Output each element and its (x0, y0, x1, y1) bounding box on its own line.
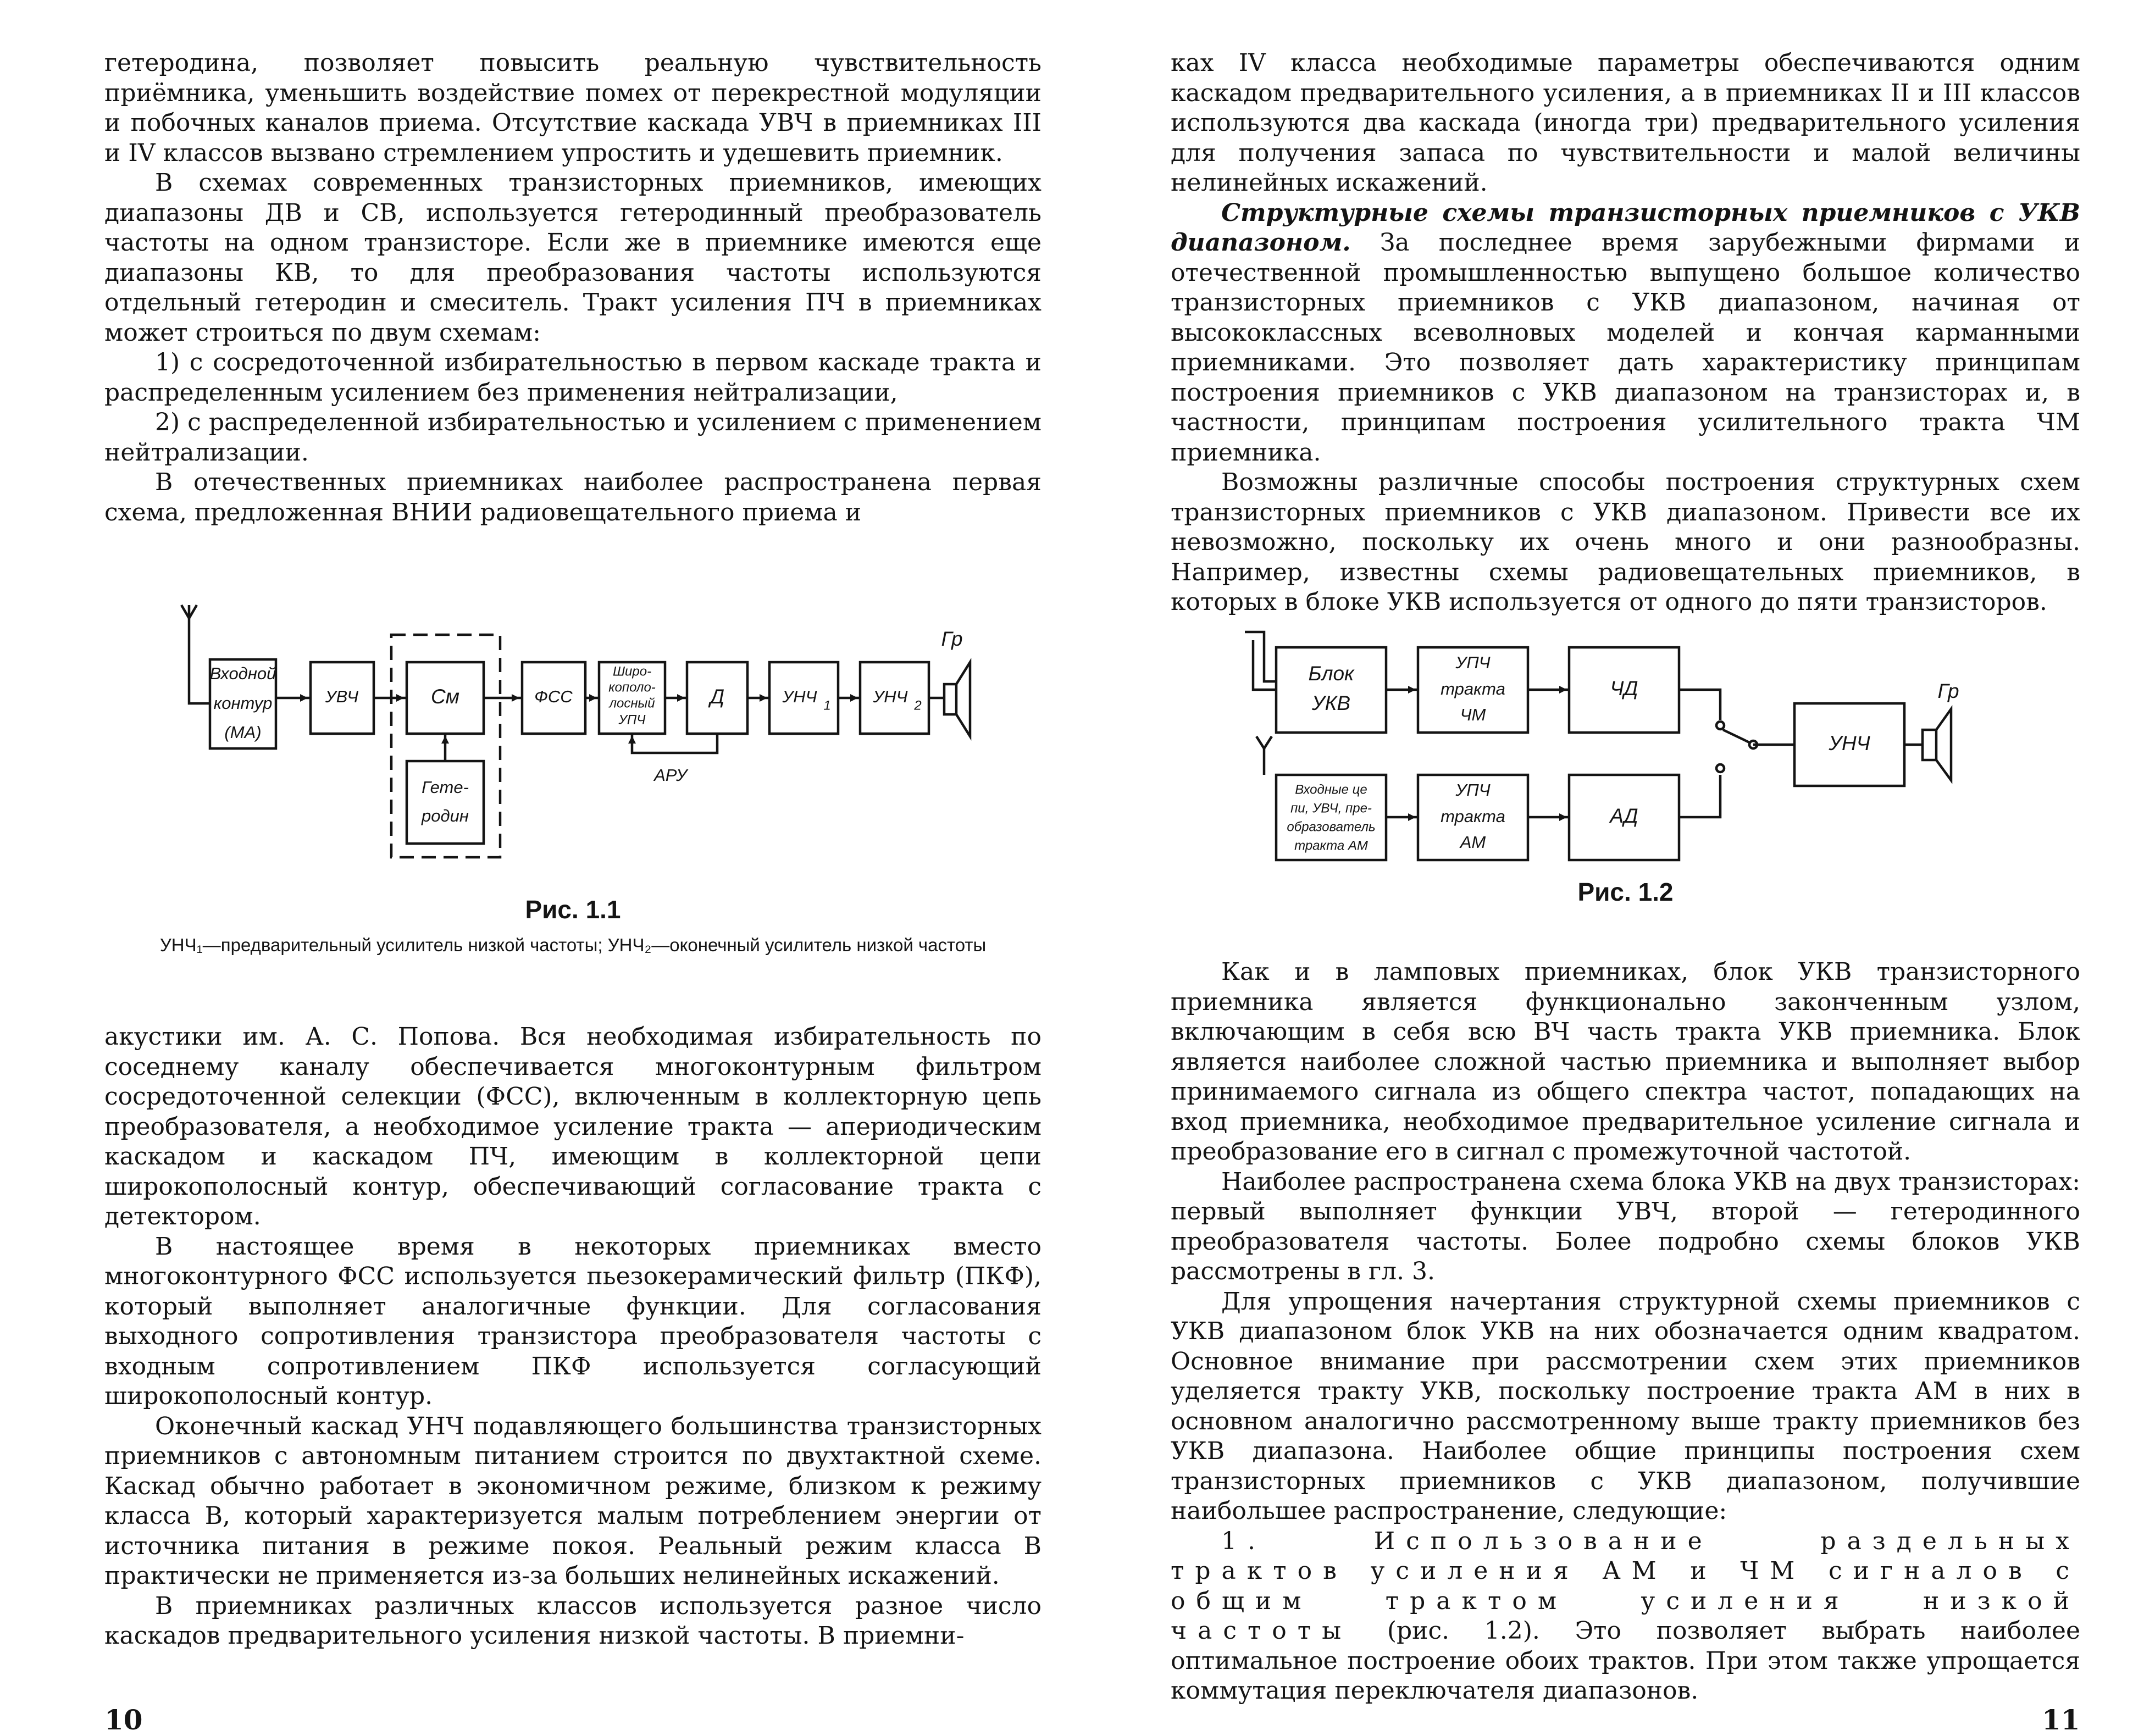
paragraph: Возможны различные способы построения структурных схем транзисторных приемников с УКВ диапазоном. Привести все их невозможно, поскольку их очень много и они разнообразны. Например, известны схемы радиовещательных приемников, в которых в блоке УКВ используется от одного до пяти транзисторов. (1171, 468, 2080, 616)
block-label: Входные це (1295, 782, 1367, 797)
block-label: Гр (1937, 679, 1959, 702)
block-label: образователь (1287, 819, 1376, 835)
paragraph-text: За последнее время зарубежными фирмами и отечественной промышленностью выпущено большое количество транзисторных приемников с УКВ диапазоном, начиная от высококлассных всеволновых моделей и кончая карманными приемниками. Это позволяет дать характеристику принципам построения приемников с УКВ диапазоном на транзисторах и, в частности, принципам построения усилительного тракта ЧМ приемника. (1171, 229, 2080, 467)
block-label: 1 (823, 698, 831, 713)
paragraph: Как и в ламповых приемниках, блок УКВ транзисторного приемника является функционально законченным узлом, включающим в себя всю ВЧ часть тракта УКВ приемника. Блок является наиболее сложной частью приемника и выполняет выбор принимаемого сигнала из общего спектра частот, попадающих на вход приемника, необходимое предварительное усиление сигнала и преобразование его в сигнал с промежуточной частотой. (1171, 958, 2080, 1166)
speaker-icon (944, 684, 956, 714)
block-label: Входной (209, 664, 276, 684)
block-label: тракта (1441, 807, 1505, 827)
block-label: ЧД (1610, 676, 1638, 700)
block-label: ФСС (534, 687, 573, 707)
figure-1-caption: УНЧ₁—предварительный усилитель низкой частоты; УНЧ₂—оконечный усилитель низкой частоты (159, 935, 987, 955)
ukv-block (1276, 647, 1386, 733)
paragraph: Для упрощения начертания структурной схемы приемников с УКВ диапазоном блок УКВ на них обозначается одним квадратом. Основное внимание при рассмотрении схем этих приемников уделяется тракту УКВ, поскольку построение тракта АМ в них в основном аналогично рассмотренному выше тракту приемников без УКВ диапазона. Наиболее общие принципы построения схем транзисторных приемников с УКВ диапазоном, получившие наибольшее распространение, следующие: (1171, 1287, 2080, 1525)
block-label: УНЧ (1829, 731, 1870, 755)
block-label: АРУ (654, 766, 687, 785)
figure-2-title: Рис. 1.2 (1577, 878, 1674, 906)
right-bottom-text (1171, 957, 2080, 1706)
right-top-text (1171, 48, 2080, 618)
paragraph: ках IV класса необходимые параметры обеспечиваются одним каскадом предварительного усиления, а в приемниках II и III классов используются два каскада (иногда три) предварительного усиления для получения запаса по чувствительности и малой величины нелинейных искажений. (1171, 49, 2080, 197)
block-label: УПЧ (1455, 780, 1491, 800)
block-label: АД (1610, 804, 1638, 827)
figure-1-title: Рис. 1.1 (525, 895, 621, 924)
antenna-icon (181, 605, 197, 618)
block-label: родин (422, 806, 469, 826)
block-label: УВЧ (325, 687, 359, 707)
heterodyne-block (407, 761, 484, 844)
list-item: 1) с сосредоточенной избирательностью в первом каскаде тракта и распределенным усилением без применения нейтрализации, (104, 348, 1042, 407)
block-label: Блок (1308, 662, 1354, 685)
list-item-text: (рис. 1.2). Это позволяет выбрать наиболее оптимальное построение обоих трактов. При этом также упрощается коммутация переключателя диапазонов. (1171, 1617, 2080, 1705)
list-item-emphasis: 1. Использование раздельных трактов усиления АМ и ЧМ сигналов с общим трактом усиления низкой частоты (1171, 1527, 2080, 1645)
left-bottom-text (104, 1022, 1042, 1651)
block-label: Гр (941, 627, 963, 650)
block-label: пи, УВЧ, пре- (1290, 801, 1372, 816)
paragraph: Оконечный каскад УНЧ подавляющего большинства транзисторных приемников с автономным питанием строится по двухтактной схеме. Каскад обычно работает в экономичном режиме, близком к режиму класса В, который характеризуется малым потреблением энергии от источника питания в режиме покоя. Реальный режим класса В практически не применяется из-за больших нелинейных искажений. (104, 1412, 1042, 1590)
block-label: 2 (914, 698, 922, 713)
block-label: тракта АМ (1294, 838, 1368, 853)
block-label: Широ- (612, 664, 652, 679)
block-label: контур (213, 694, 273, 713)
block-label: кополо- (608, 680, 656, 695)
ukv-antenna-icon (1245, 632, 1276, 690)
figure-1-diagram (176, 602, 973, 866)
page-number: 11 (2042, 1704, 2080, 1736)
figure-2-diagram (1242, 615, 2001, 863)
left-page (0, 0, 1077, 1734)
paragraph: гетеродина, позволяет повысить реальную чувствительность приёмника, уменьшить воздействие помех от перекрестной модуляции и побочных каналов приема. Отсутствие каскада УВЧ в приемниках III и IV классов вызвано стремлением упростить и удешевить приемник. (104, 49, 1042, 167)
am-antenna-icon (1256, 736, 1272, 775)
block-label: Д (710, 685, 725, 708)
block-label: УНЧ (873, 687, 908, 707)
block-label: (МА) (224, 723, 262, 742)
speaker-icon (1923, 730, 1936, 760)
agc-loop (632, 734, 717, 753)
list-item: 2) с распределенной избирательностью и усилением с применением нейтрализации. (104, 408, 1042, 467)
figure-1-svg (176, 602, 973, 866)
paragraph: В отечественных приемниках наиболее распространена первая схема, предложенная ВНИИ радиовещательного приема и (104, 468, 1042, 526)
paragraph: В схемах современных транзисторных приемников, имеющих диапазоны ДВ и СВ, используется гетеродинный преобразователь частоты на одном транзисторе. Если же в приемнике имеются еще диапазоны КВ, то для преобразования частоты используются отдельный гетеродин и смеситель. Тракт усиления ПЧ в приемниках может строиться по двум схемам: (104, 169, 1042, 347)
band-switch (1723, 730, 1750, 743)
block-label: ЧМ (1460, 705, 1486, 725)
block-label: УКВ (1311, 691, 1351, 714)
block-label: АМ (1460, 833, 1486, 852)
block-label: тракта (1441, 679, 1505, 699)
switch-lower-lead (1679, 775, 1720, 817)
figure-2-svg (1242, 615, 2001, 863)
page-number: 10 (104, 1704, 143, 1736)
right-page (1077, 0, 2155, 1734)
list-item (1171, 1527, 2080, 1706)
paragraph: В настоящее время в некоторых приемниках вместо многоконтурного ФСС используется пьезокерамический фильтр (ПКФ), который выполняет аналогичные функции. Для согласования выходного сопротивления транзистора преобразователя частоты с входным сопротивлением ПКФ используется согласующий широкополосный контур. (104, 1232, 1042, 1410)
block-label: См (430, 685, 460, 708)
switch-upper-lead (1679, 690, 1720, 720)
paragraph: акустики им. А. С. Попова. Вся необходимая избирательность по соседнему каналу обеспечивается многоконтурным фильтром сосредоточенной селекции (ФСС), включенным в коллекторную цепь преобразователя, а необходимое усиление тракта — апериодическим каскадом и каскадом ПЧ, имеющим в коллекторной цепи широкополосный контур, обеспечивающий согласование тракта с детектором. (104, 1023, 1042, 1230)
block-label: лосный (609, 696, 655, 711)
left-top-text (104, 48, 1042, 528)
block-label: УНЧ (782, 687, 817, 707)
block-label: УПЧ (618, 712, 646, 728)
paragraph: Наиболее распространена схема блока УКВ на двух транзисторах: первый выполняет функции УВЧ, второй — гетеродинного преобразователя частоты. Более подробно схемы блоков УКВ рассмотрены в гл. 3. (1171, 1167, 2080, 1285)
block-label: УПЧ (1455, 653, 1491, 673)
section-heading: Структурные схемы транзисторных приемников с УКВ диапазоном. (1171, 198, 2080, 257)
paragraph (1171, 198, 2080, 468)
paragraph: В приемниках различных классов используется разное число каскадов предварительного усиления низкой частоты. В приемни- (104, 1591, 1042, 1650)
block-label: Гете- (422, 778, 469, 797)
